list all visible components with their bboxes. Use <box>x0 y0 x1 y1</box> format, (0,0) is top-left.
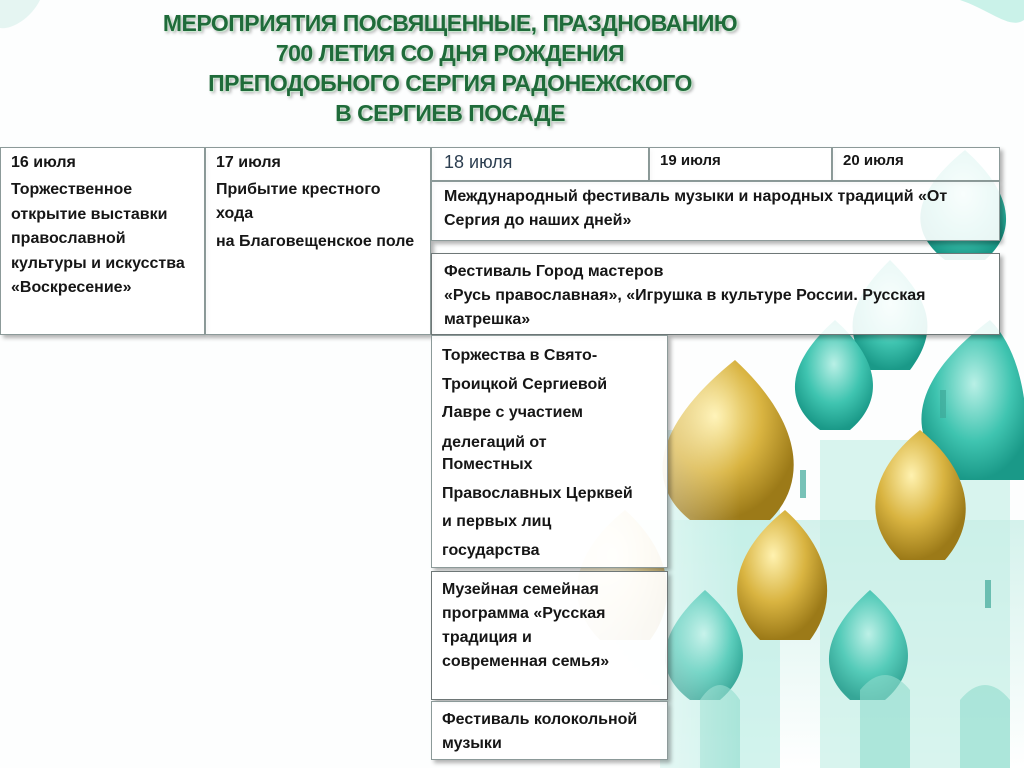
date-jul16: 16 июля <box>11 154 76 171</box>
title-line-2: 700 ЛЕТИЯ СО ДНЯ РОЖДЕНИЯ <box>275 40 625 66</box>
date-jul18-cell <box>431 147 649 181</box>
event-masters-festival <box>431 253 1000 335</box>
date-jul19-cell <box>649 147 832 181</box>
title-line-3: ПРЕПОДОБНОГО СЕРГИЯ РАДОНЕЖСКОГО <box>208 70 692 96</box>
title-line-4: В СЕРГИЕВ ПОСАДЕ <box>335 100 565 126</box>
lavra-line-7: и первых лиц <box>442 513 552 530</box>
event-lavra-celebration <box>431 335 668 568</box>
bell-festival-text: Фестиваль колокольной музыки <box>442 711 638 752</box>
lavra-line-4: делегаций от <box>442 433 547 451</box>
event-exhibition-opening: Торжественное открытие выставки православной культуры и искусства «Воскресение» <box>11 181 185 296</box>
lavra-line-3: Лавре с участием <box>442 404 583 421</box>
date-jul17: 17 июля <box>216 154 281 171</box>
event-procession-line1: Прибытие крестного хода <box>216 181 381 222</box>
event-museum-program <box>431 571 668 700</box>
lavra-line-8: государства <box>442 541 540 559</box>
lavra-line-5: Поместных <box>442 455 533 473</box>
date-jul18: 18 июля <box>444 152 513 172</box>
column-jul17 <box>205 147 431 335</box>
title-line-1: МЕРОПРИЯТИЯ ПОСВЯЩЕННЫЕ, ПРАЗДНОВАНИЮ <box>162 10 738 36</box>
masters-festival-title: Фестиваль Город мастеров <box>444 263 664 280</box>
lavra-line-1: Торжества в Свято- <box>442 347 598 364</box>
museum-program-text: Музейная семейная программа «Русская традиция и современная семья» <box>442 581 610 670</box>
event-bell-festival <box>431 701 668 760</box>
page-title <box>120 8 780 128</box>
lavra-line-6: Православных Церквей <box>442 484 633 502</box>
date-jul20-cell <box>832 147 1000 181</box>
date-jul20: 20 июля <box>843 152 904 169</box>
event-procession-line2: на Благовещенское поле <box>216 233 415 250</box>
event-music-festival <box>431 181 1000 241</box>
masters-festival-desc: «Русь православная», «Игрушка в культуре России. Русская матрешка» <box>444 287 926 328</box>
date-jul19: 19 июля <box>660 152 721 169</box>
column-jul16 <box>0 147 205 335</box>
lavra-line-2: Троицкой Сергиевой <box>442 375 608 393</box>
event-music-festival-text: Международный фестиваль музыки и народных традиций «От Сергия до наших дней» <box>444 188 948 229</box>
